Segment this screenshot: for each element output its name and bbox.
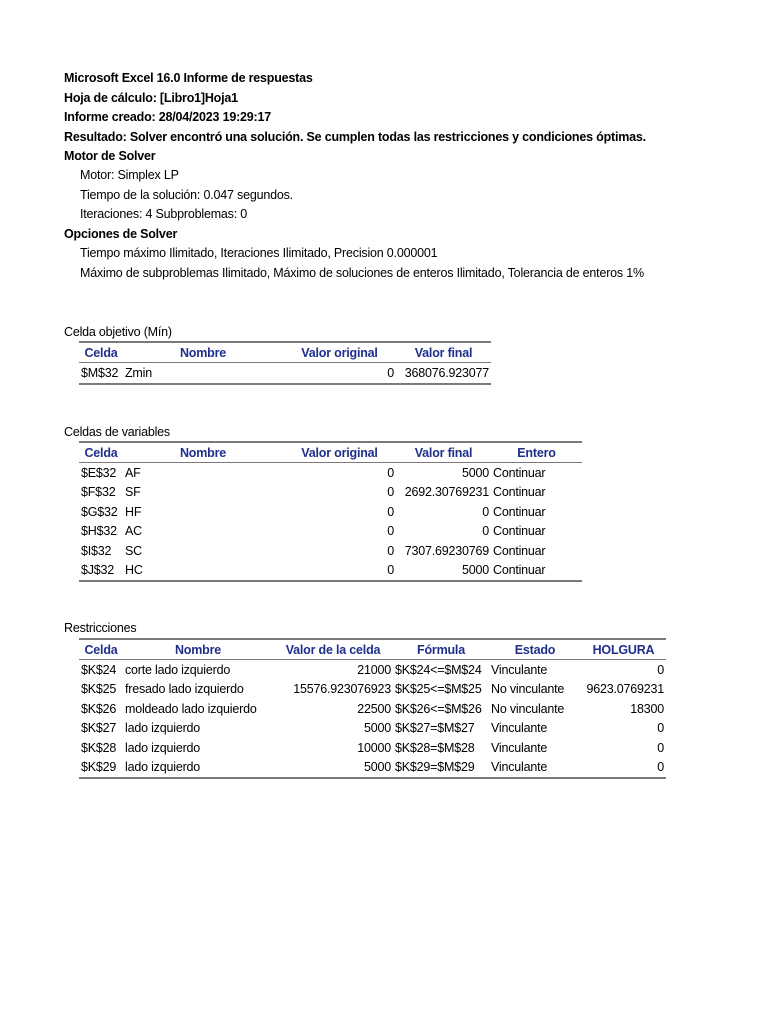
objective-table	[79, 341, 491, 385]
cell-slack: 18300	[630, 701, 664, 716]
table-row	[79, 522, 582, 542]
cell-ref: $G$32	[81, 504, 118, 519]
table-row	[79, 541, 582, 561]
col-valor-final: Valor final	[396, 442, 491, 463]
cell-integer: Continuar	[493, 465, 546, 480]
cell-original: 0	[387, 543, 394, 558]
cell-value: 15576.923076923	[293, 682, 391, 697]
cell-original: 0	[387, 465, 394, 480]
variables-table	[79, 441, 582, 582]
objective-title: Celda objetivo (Mín)	[64, 325, 172, 339]
cell-original: 0	[387, 485, 394, 500]
cell-value: 5000	[363, 721, 391, 736]
cell-integer: Continuar	[491, 561, 582, 582]
engine-type: Motor: Simplex LP	[80, 168, 179, 182]
col-entero: Entero	[491, 442, 582, 463]
cell-final: 2692.30769231	[404, 485, 489, 500]
variables-title: Celdas de variables	[64, 425, 170, 439]
cell-name: SC	[125, 543, 142, 558]
cell-integer: Continuar	[493, 485, 546, 500]
col-formula: Fórmula	[393, 639, 489, 660]
solver-result: Resultado: Solver encontró una solución. Se cumplen todas las restricciones y condiciones óptimas.	[64, 130, 646, 144]
cell-name: lado izquierdo	[125, 740, 201, 755]
iterations: Iteraciones: 4 Subproblemas: 0	[80, 207, 248, 221]
cell-name: AF	[125, 465, 141, 480]
cell-original: 0	[283, 363, 396, 384]
engine-heading: Motor de Solver	[64, 149, 156, 163]
table-row	[79, 502, 582, 522]
cell-ref: $K$29	[79, 758, 123, 779]
col-nombre: Nombre	[123, 342, 283, 363]
col-valor-final: Valor final	[396, 342, 491, 363]
cell-value: 21000	[357, 662, 391, 677]
cell-slack: 9623.0769231	[586, 682, 664, 697]
options-heading: Opciones de Solver	[64, 227, 178, 241]
table-row	[79, 719, 666, 739]
cell-status: Vinculante	[491, 662, 548, 677]
cell-integer: Continuar	[493, 543, 546, 558]
sheet-name: Hoja de cálculo: [Libro1]Hoja1	[64, 91, 238, 105]
cell-final: 368076.923077	[396, 363, 491, 384]
table-row	[79, 363, 491, 384]
cell-formula: $K$25<=$M$25	[395, 682, 482, 697]
table-row	[79, 561, 582, 582]
col-valor-original: Valor original	[283, 342, 396, 363]
col-holgura: HOLGURA	[581, 639, 666, 660]
solution-time: Tiempo de la solución: 0.047 segundos.	[80, 188, 293, 202]
cell-name: fresado lado izquierdo	[125, 682, 244, 697]
cell-ref: $J$32	[79, 561, 123, 582]
cell-integer: Continuar	[493, 504, 546, 519]
col-nombre: Nombre	[123, 639, 273, 660]
col-celda: Celda	[79, 442, 123, 463]
cell-ref: $H$32	[81, 524, 117, 539]
cell-formula: $K$26<=$M$26	[395, 701, 482, 716]
cell-final: 5000	[396, 561, 491, 582]
cell-status: No vinculante	[491, 682, 565, 697]
table-row	[79, 680, 666, 700]
cell-name: HC	[123, 561, 283, 582]
cell-ref: $M$32	[79, 363, 123, 384]
report-created: Informe creado: 28/04/2023 19:29:17	[64, 110, 272, 124]
cell-final: 0	[482, 504, 489, 519]
col-valor-original: Valor original	[283, 442, 396, 463]
table-row	[79, 483, 582, 503]
cell-name: lado izquierdo	[123, 758, 273, 779]
cell-formula: $K$27=$M$27	[395, 721, 475, 736]
options-line-2: Máximo de subproblemas Ilimitado, Máximo de soluciones de enteros Ilimitado, Tolerancia de enteros 1%	[80, 266, 644, 280]
table-row	[79, 758, 666, 779]
col-celda: Celda	[79, 639, 123, 660]
report-title: Microsoft Excel 16.0 Informe de respuestas	[64, 71, 313, 85]
cell-status: Vinculante	[489, 758, 581, 779]
cell-status: No vinculante	[491, 701, 565, 716]
col-nombre: Nombre	[123, 442, 283, 463]
cell-name: lado izquierdo	[125, 721, 201, 736]
cell-slack: 0	[657, 740, 664, 755]
cell-ref: $I$32	[81, 543, 112, 558]
col-valor-celda: Valor de la celda	[273, 639, 393, 660]
cell-original: 0	[387, 504, 394, 519]
cell-value: 22500	[357, 701, 391, 716]
cell-name: Zmin	[123, 363, 283, 384]
table-row	[79, 463, 582, 483]
constraints-title: Restricciones	[64, 621, 137, 635]
cell-status: Vinculante	[491, 740, 548, 755]
cell-slack: 0	[581, 758, 666, 779]
options-line-1: Tiempo máximo Ilimitado, Iteraciones Ilimitado, Precision 0.000001	[80, 246, 438, 260]
cell-ref: $E$32	[81, 465, 117, 480]
cell-final: 0	[482, 524, 489, 539]
table-row	[79, 660, 666, 680]
cell-formula: $K$24<=$M$24	[395, 662, 482, 677]
cell-name: corte lado izquierdo	[125, 662, 231, 677]
cell-ref: $K$28	[81, 740, 117, 755]
table-row	[79, 699, 666, 719]
cell-final: 7307.69230769	[404, 543, 489, 558]
cell-ref: $K$26	[81, 701, 117, 716]
cell-name: AC	[125, 524, 142, 539]
cell-integer: Continuar	[493, 524, 546, 539]
cell-value: 5000	[273, 758, 393, 779]
col-estado: Estado	[489, 639, 581, 660]
cell-formula: $K$28=$M$28	[395, 740, 475, 755]
cell-value: 10000	[357, 740, 391, 755]
cell-name: SF	[125, 485, 141, 500]
cell-name: HF	[125, 504, 142, 519]
table-row	[79, 738, 666, 758]
cell-final: 5000	[461, 465, 489, 480]
cell-ref: $K$24	[81, 662, 117, 677]
cell-ref: $F$32	[81, 485, 116, 500]
cell-slack: 0	[657, 721, 664, 736]
col-celda: Celda	[79, 342, 123, 363]
constraints-table	[79, 638, 666, 779]
cell-ref: $K$25	[81, 682, 117, 697]
cell-status: Vinculante	[491, 721, 548, 736]
cell-slack: 0	[657, 662, 664, 677]
cell-formula: $K$29=$M$29	[393, 758, 489, 779]
cell-name: moldeado lado izquierdo	[125, 701, 257, 716]
cell-ref: $K$27	[81, 721, 117, 736]
cell-original: 0	[283, 561, 396, 582]
cell-original: 0	[387, 524, 394, 539]
